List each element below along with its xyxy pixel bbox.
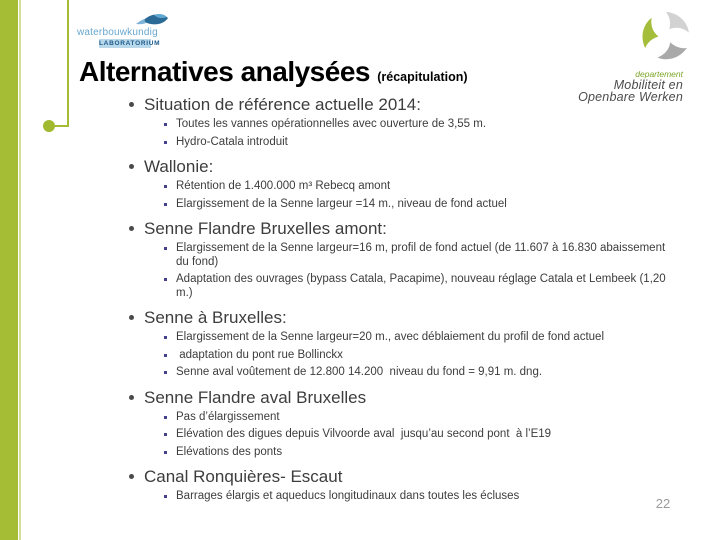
list-item: Rétention de 1.400.000 m³ Rebecq amont: [164, 180, 676, 194]
accent-vertical-line: [67, 0, 69, 126]
list-item: Adaptation des ouvrages (bypass Catala, Pacapime), nouveau réglage Catala et Lembeek (1,20 m.): [164, 273, 676, 300]
list-item: Elargissement de la Senne largeur=16 m, profil de fond actuel (de 11.607 à 16.830 abaissement du fond): [164, 242, 676, 269]
section-items: [128, 490, 676, 504]
list-item: Senne aval voûtement de 12.800 14.200 niveau du fond = 9,91 m. dng.: [164, 366, 676, 380]
waterbouwkundig-logo: [77, 12, 169, 48]
section-items: [128, 331, 676, 380]
logo-text-mobiliteit: Mobiliteit en: [613, 78, 683, 92]
section-senne-flandre-bruxelles-amont: [128, 218, 676, 300]
mow-logo: [578, 8, 683, 103]
section-canal-ronquieres-escaut: [128, 466, 676, 504]
section-heading: Canal Ronquières- Escaut: [128, 466, 676, 487]
list-item: Elargissement de la Senne largeur =14 m., niveau de fond actuel: [164, 198, 676, 212]
list-item: Elargissement de la Senne largeur=20 m., avec déblaiement du profil de fond actuel: [164, 331, 676, 345]
pinwheel-icon: [637, 8, 695, 64]
bullet-list: [128, 94, 676, 508]
left-accent-thin-line: [19, 0, 21, 540]
accent-dot: [43, 120, 55, 132]
section-heading: Situation de référence actuelle 2014:: [128, 94, 676, 115]
section-items: [128, 242, 676, 300]
fish-icon: [135, 12, 169, 30]
list-item: Toutes les vannes opérationnelles avec ouverture de 3,55 m.: [164, 118, 676, 132]
list-item: adaptation du pont rue Bollinckx: [164, 349, 676, 363]
section-heading: Senne Flandre aval Bruxelles: [128, 387, 676, 408]
left-accent-bar: [0, 0, 18, 540]
section-heading: Senne à Bruxelles:: [128, 307, 676, 328]
section-heading: Wallonie:: [128, 156, 676, 177]
section-items: [128, 180, 676, 211]
page-title-main: Alternatives analysées: [79, 56, 370, 87]
list-item: Barrages élargis et aqueducs longitudinaux dans toutes les écluses: [164, 490, 676, 504]
list-item: Elévation des digues depuis Vilvoorde aval jusqu’au second pont à l’E19: [164, 428, 676, 442]
section-senne-flandre-aval-bruxelles: [128, 387, 676, 460]
page-title-suffix: (récapitulation): [377, 70, 468, 84]
section-heading: Senne Flandre Bruxelles amont:: [128, 218, 676, 239]
logo-text-laboratorium: LABORATORIUM: [99, 40, 161, 47]
section-senne-a-bruxelles: [128, 307, 676, 380]
page-title: [79, 57, 468, 92]
section-situation-reference: [128, 94, 676, 149]
list-item: Hydro-Catala introduit: [164, 136, 676, 150]
list-item: Elévations des ponts: [164, 446, 676, 460]
logo-text-waterbouwkundig: waterbouwkundig: [77, 27, 158, 38]
section-items: [128, 411, 676, 460]
logo-text-departement: departement: [635, 69, 683, 79]
section-wallonie: [128, 156, 676, 211]
page-number: 22: [655, 496, 671, 511]
list-item: Pas d’élargissement: [164, 411, 676, 425]
section-items: [128, 118, 676, 149]
logo-text-openbare-werken: Openbare Werken: [578, 90, 683, 104]
